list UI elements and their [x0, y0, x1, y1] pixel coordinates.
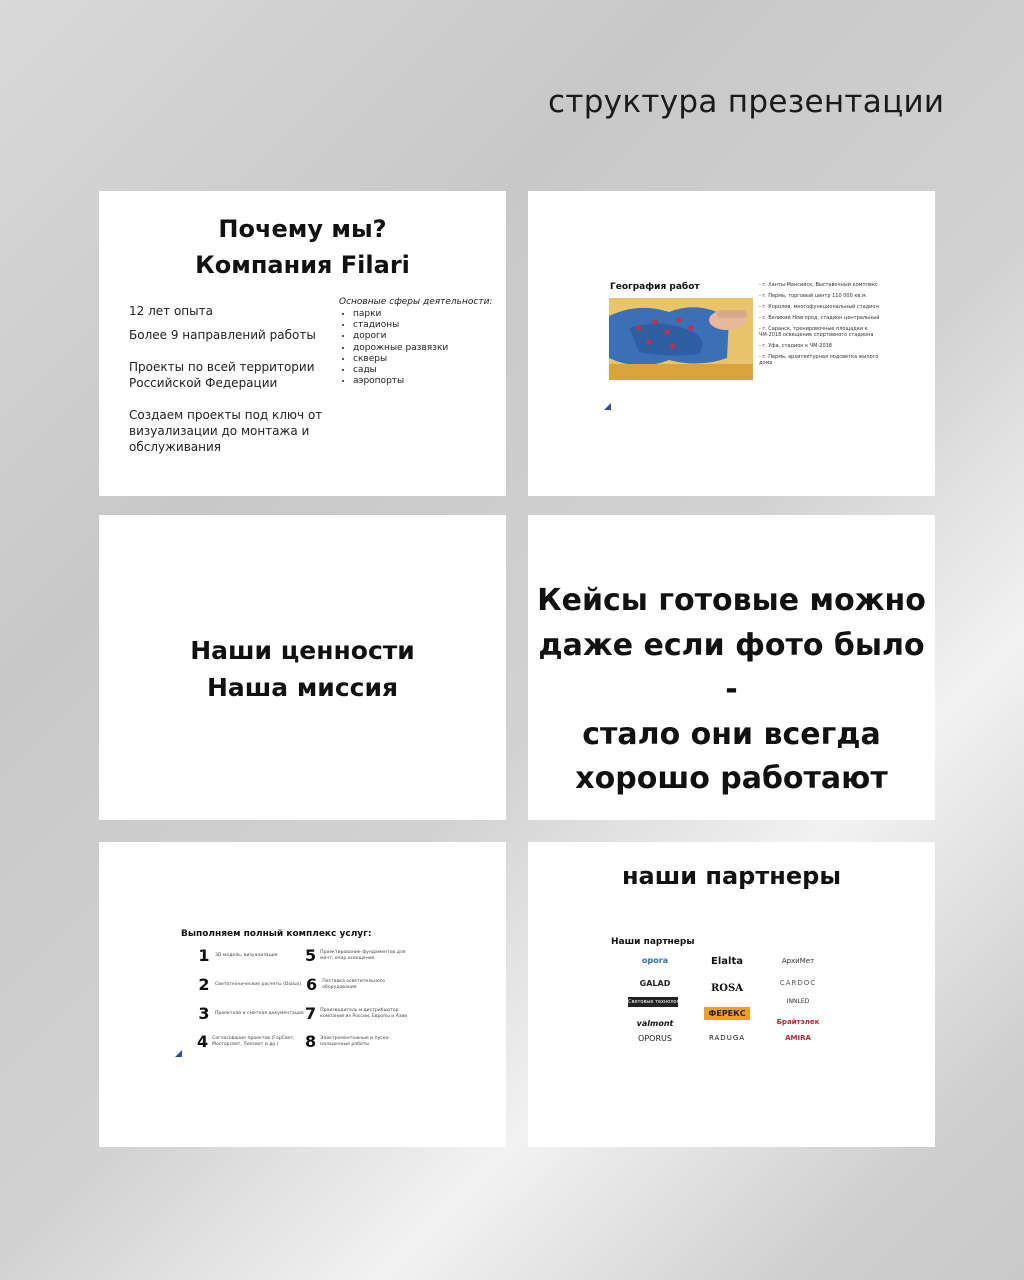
sphere-item: • дороги	[353, 331, 492, 342]
partner-logo-oporus: OPORUS	[638, 1034, 672, 1043]
partner-logo-arhimet: АрхиМет	[781, 957, 815, 965]
service-item	[197, 946, 307, 965]
service-item	[197, 1032, 307, 1051]
cases-line-1: Кейсы готовые можно	[537, 583, 926, 618]
service-item	[305, 1032, 415, 1051]
cases-line-3: стало они всегда	[582, 716, 881, 752]
city-item: - г. Уфа, стадион к ЧМ-2018	[759, 343, 832, 349]
slide-values[interactable]	[99, 515, 506, 820]
partner-logo-elalta: Elalta	[711, 956, 743, 967]
service-number: 2	[198, 975, 210, 994]
service-item	[197, 1004, 307, 1023]
corner-accent	[175, 1050, 182, 1057]
service-item	[305, 1004, 415, 1023]
heading-line-2: Компания Filari	[195, 251, 410, 279]
partner-logo-braitelek: Брайтэлек	[776, 1018, 820, 1026]
service-text: 3D модель, визуализация	[215, 952, 278, 958]
service-number: 3	[198, 1004, 210, 1023]
service-text: Проектирование фундаментов для мачт, опор освещения	[320, 949, 406, 961]
values-heading	[99, 632, 506, 706]
sphere-item: • скверы	[353, 354, 492, 365]
partners-heading: наши партнеры	[621, 862, 842, 890]
slide-cases[interactable]	[528, 515, 935, 820]
heading-line-1: Почему мы?	[218, 215, 387, 243]
partner-logo-raduga: RADUGA	[708, 1034, 746, 1042]
partners-subtitle: Наши партнеры	[611, 937, 695, 947]
spheres-list	[339, 309, 492, 387]
service-item	[197, 975, 307, 994]
sphere-item: • сады	[353, 365, 492, 376]
city-item: - г. Ханты-Мансийск, Выставочный комплекс	[759, 282, 878, 288]
services-title: Выполняем полный комплекс услуг:	[181, 929, 372, 939]
sphere-item: • дорожные развязки	[353, 343, 492, 354]
partner-logo-fereks: ФЕРЕКС	[704, 1007, 750, 1020]
partner-logo-rosa: ROSA	[710, 983, 743, 994]
partner-logo-cardoc: CARDOC	[779, 979, 817, 987]
service-number: 8	[305, 1032, 317, 1051]
sphere-item: • аэропорты	[353, 376, 492, 387]
values-line-2: Наша миссия	[206, 673, 399, 702]
slide-partners[interactable]	[528, 842, 935, 1147]
service-item	[305, 975, 415, 994]
service-text: Производитель и дистрибьютор компаний из России, Европы и Азии	[320, 1007, 408, 1019]
partner-logo-valmont: valmont	[636, 1019, 674, 1028]
spheres-caption: Основные сферы деятельности:	[339, 297, 493, 307]
spheres-block	[339, 297, 492, 387]
service-text: Проектная и сметная документация	[215, 1010, 304, 1016]
slide-why-us[interactable]	[99, 191, 506, 496]
city-item: - г. Пермь, архитектурная подсветка жилого дома	[759, 354, 879, 366]
partner-logo-svetovye: Световые технологии	[628, 999, 686, 1005]
service-text: Согласование проектов (ГорСвет, Мосгорсвет, Ленсвет и др.)	[212, 1035, 295, 1047]
service-number: 4	[197, 1032, 209, 1051]
map-photo	[609, 298, 753, 380]
service-number: 5	[305, 946, 317, 965]
service-number: 7	[305, 1004, 317, 1023]
fact-item: 12 лет опыта	[129, 304, 213, 318]
service-text: Светотехнические расчеты (Dialux)	[215, 981, 302, 987]
partner-logo-innled: INNLED	[786, 998, 810, 1005]
partner-logo-galad: GALAD	[639, 979, 671, 988]
partner-logo-amira: AMIRA	[785, 1034, 811, 1042]
fact-item: Проекты по всей территории Российской Федерации	[129, 360, 315, 390]
service-text: Электромонтажные и пуско-наладочные работы	[320, 1035, 391, 1047]
facts-list	[129, 303, 329, 471]
slide-geography[interactable]	[528, 191, 935, 496]
city-item: - г. Великий Новгород, стадион центральный	[759, 315, 880, 321]
service-number: 6	[306, 975, 318, 994]
cases-line-4: хорошо работают	[575, 761, 888, 796]
values-line-1: Наши ценности	[190, 636, 415, 665]
cases-line-2: даже если фото было -	[538, 627, 925, 707]
partner-logo-opora: opora	[641, 956, 669, 965]
service-text: Поставка осветительного оборудования	[322, 978, 385, 990]
cases-heading	[528, 579, 935, 802]
corner-accent	[604, 403, 611, 410]
city-item: - г. Королев, многофункциональный стадион	[759, 304, 879, 310]
city-item: - г. Пермь, торговый центр 110 000 кв.м.	[759, 293, 868, 299]
fact-item: Создаем проекты под ключ от визуализации до монтажа и обслуживания	[129, 408, 323, 454]
sphere-item: • стадионы	[353, 320, 492, 331]
fact-item: Более 9 направлений работы	[129, 328, 316, 342]
geography-title: География работ	[610, 282, 700, 292]
cities-list	[759, 282, 889, 371]
page-title: структура презентации	[548, 84, 945, 120]
service-item	[305, 946, 415, 965]
service-number: 1	[198, 946, 210, 965]
slide-services[interactable]	[99, 842, 506, 1147]
sphere-item: • парки	[353, 309, 492, 320]
city-item: - г. Саранск, тренировочные площадки к ЧМ-2018 освещение спортивного стадиона	[759, 326, 874, 338]
slide-heading	[99, 211, 506, 283]
